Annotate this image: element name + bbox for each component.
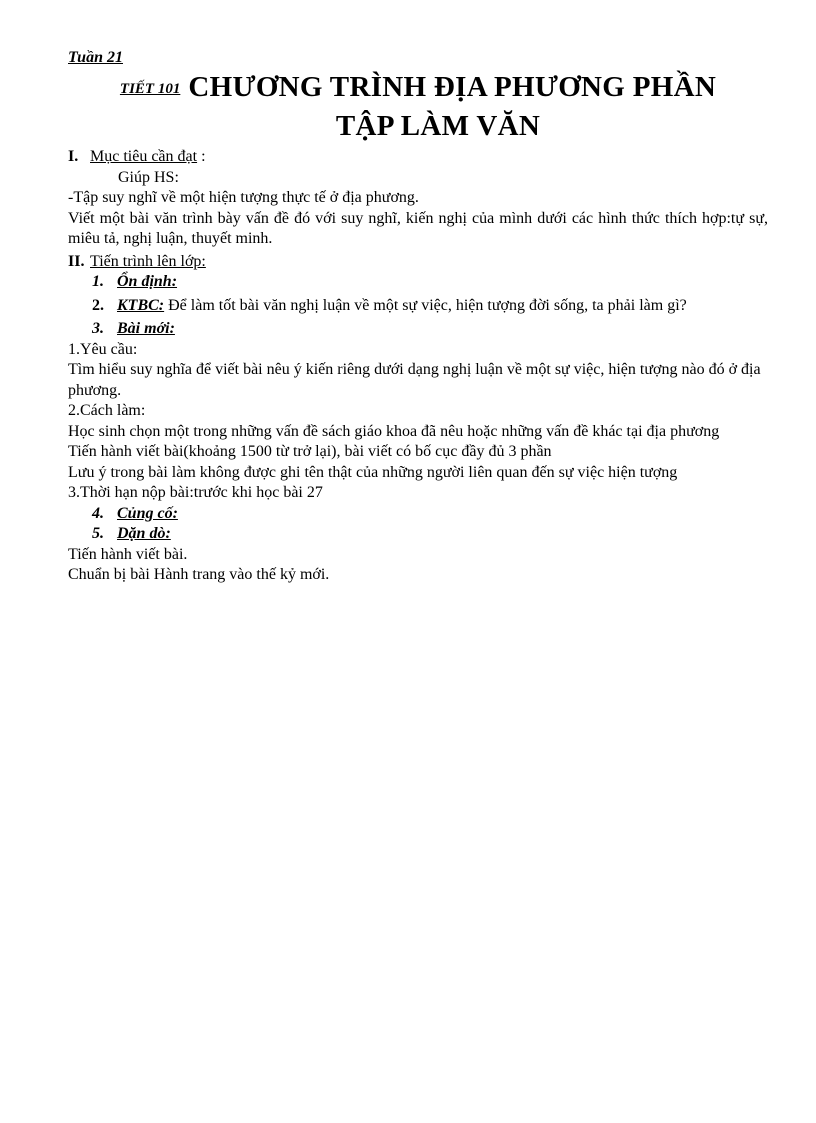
body-line: 1.Yêu cầu: bbox=[68, 340, 138, 358]
list-item bbox=[68, 296, 768, 317]
section-1-title: Mục tiêu cần đạt bbox=[90, 148, 198, 165]
list-item-label: Ổn định: bbox=[117, 273, 178, 290]
closing-line: Chuẩn bị bài Hành trang vào thế kỷ mới. bbox=[68, 566, 330, 583]
list-item-label: KTBC: bbox=[117, 296, 165, 314]
section-1-heading bbox=[68, 147, 768, 168]
list-item-number: 2. bbox=[92, 296, 104, 314]
section-2-heading bbox=[68, 252, 768, 273]
list-item-number: 4. bbox=[92, 504, 104, 522]
body-line: 3.Thời hạn nộp bài:trước khi học bài 27 bbox=[68, 484, 323, 501]
closing-line: Tiến hành viết bài. bbox=[68, 545, 188, 563]
list-item-label: Củng cố: bbox=[117, 504, 178, 522]
section-1-line: Giúp HS: bbox=[118, 168, 179, 186]
page-title-line2: TẬP LÀM VĂN bbox=[335, 110, 541, 142]
section-1-line: -Tập suy nghĩ về một hiện tượng thực tế ở địa phương. bbox=[68, 189, 419, 206]
section-2-number: II. bbox=[68, 252, 85, 270]
list-item-number: 3. bbox=[92, 320, 104, 337]
week-label: Tuần 21 bbox=[68, 49, 123, 66]
page-title-line1: CHƯƠNG TRÌNH ĐỊA PHƯƠNG PHẦN bbox=[188, 71, 717, 103]
list-item bbox=[68, 504, 768, 525]
document-page bbox=[68, 48, 768, 586]
lesson-tag: TIẾT 101 bbox=[119, 81, 181, 97]
body-line: Học sinh chọn một trong những vấn đề sách giáo khoa đã nêu hoặc những vấn đề khác tại địa phương bbox=[68, 422, 720, 440]
body-line: Lưu ý trong bài làm không được ghi tên thật của những người liên quan đến sự việc hiện tượng bbox=[68, 463, 678, 481]
section-1-line: Viết một bài văn trình bày vấn đề đó với suy nghĩ, kiến nghị của mình dưới các hình thức thích hợp:tự sự, miêu tả, nghị luận, thuyết minh. bbox=[68, 209, 768, 247]
list-item bbox=[68, 272, 768, 293]
list-item-label: Bài mới: bbox=[117, 320, 175, 337]
list-item bbox=[68, 524, 768, 545]
section-1-colon: : bbox=[197, 148, 206, 165]
body-line: Tiến hành viết bài(khoảng 1500 từ trở lại), bài viết có bố cục đầy đủ 3 phần bbox=[68, 443, 552, 460]
list-item-label: Dặn dò: bbox=[117, 525, 171, 542]
title-row bbox=[68, 70, 768, 109]
list-item-number: 1. bbox=[92, 273, 104, 290]
section-1-number: I. bbox=[68, 148, 79, 165]
body-line: Tìm hiểu suy nghĩa để viết bài nêu ý kiến riêng dưới dạng nghị luận về một sự việc, hiện tượng nào đó ở địa phương. bbox=[68, 361, 761, 399]
section-2-title: Tiến trình lên lớp: bbox=[90, 252, 206, 270]
body-line: 2.Cách làm: bbox=[68, 402, 146, 419]
list-item-text: Để làm tốt bài văn nghị luận về một sự việc, hiện tượng đời sống, ta phải làm gì? bbox=[164, 296, 687, 314]
list-item-number: 5. bbox=[92, 525, 104, 542]
list-item bbox=[68, 319, 768, 340]
